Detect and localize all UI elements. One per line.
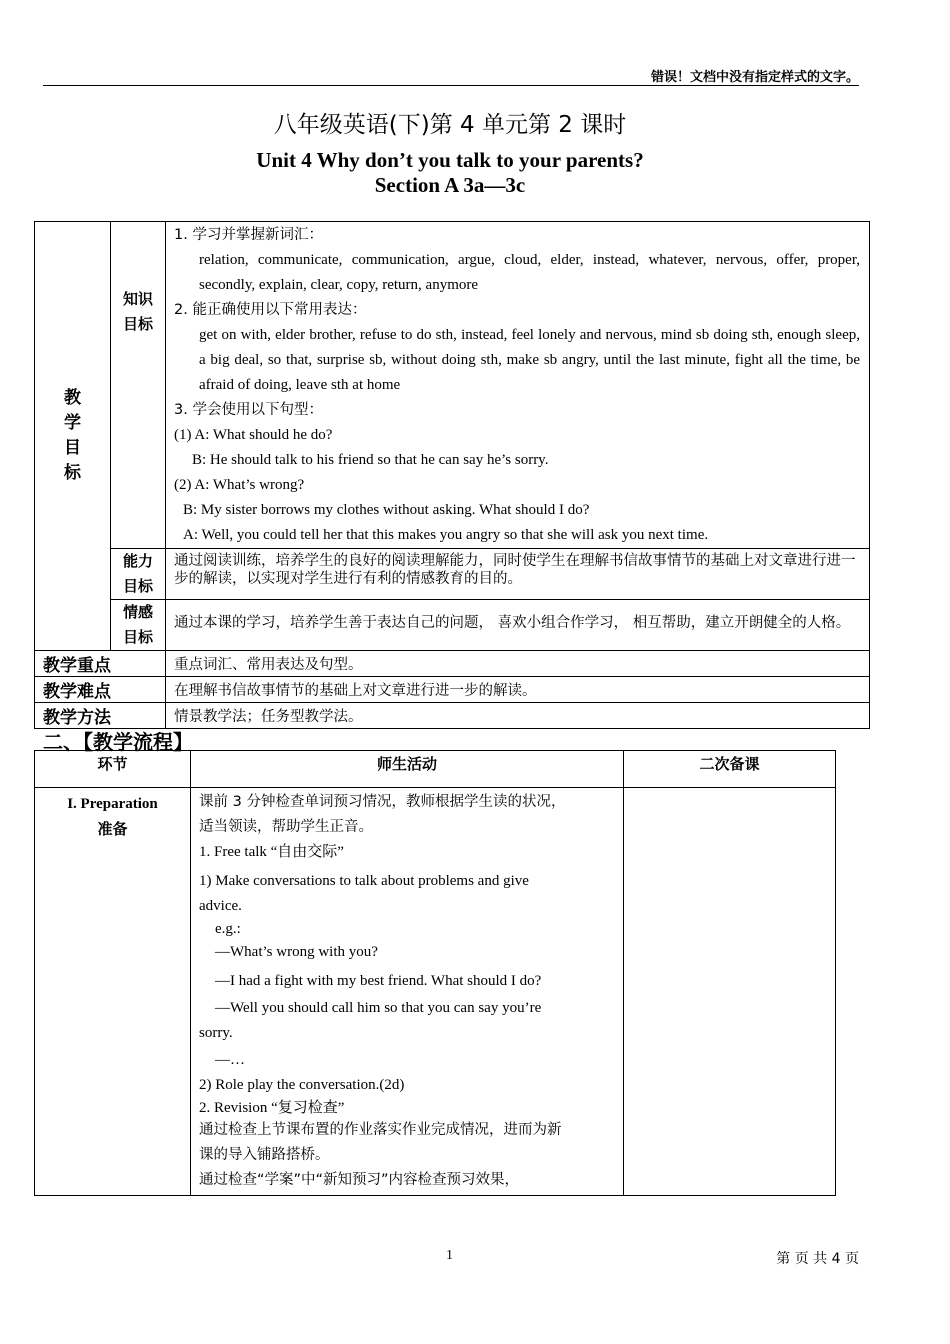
- sentence-2c: A: Well, you could tell her that this makes you angry so that she will ask you next time.: [183, 527, 709, 543]
- activity-line: 适当领读，帮助学生正音。: [199, 819, 373, 835]
- knowledge-content: [166, 222, 870, 549]
- flow-header-stage: 环节: [35, 751, 191, 788]
- flow-header-notes: 二次备课: [624, 751, 836, 788]
- activity-line: 2) Role play the conversation.(2d): [199, 1077, 405, 1093]
- activity-line: —…: [215, 1052, 245, 1068]
- title-english-line1: Unit 4 Why don’t you talk to your parents?: [256, 148, 644, 172]
- section-heading-flow: 二、【教学流程】: [43, 730, 193, 754]
- knowledge-label-line1: 知识: [122, 290, 153, 308]
- flow-stage: [35, 788, 191, 1196]
- knowledge-label: [111, 222, 166, 549]
- activity-line: 课前 3 分钟检查单词预习情况，教师根据学生读的状况，: [199, 794, 566, 810]
- vocab-title: 1. 学习并掌握新词汇：: [174, 227, 323, 243]
- ability-label-line1: 能力: [122, 552, 153, 570]
- header-rule: [43, 85, 859, 86]
- teaching-flow-table: [34, 750, 836, 1196]
- header-note: 错误！文档中没有指定样式的文字。: [650, 70, 859, 85]
- title-chinese: 八年级英语(下)第 4 单元第 2 课时: [273, 112, 627, 138]
- phrases-title: 2. 能正确使用以下常用表达：: [174, 302, 367, 318]
- activity-line: 课的导入铺路搭桥。: [199, 1147, 330, 1163]
- category-char: 学: [64, 413, 81, 433]
- objectives-table: [34, 221, 870, 729]
- ability-label-line2: 目标: [122, 577, 153, 595]
- methods-text: 情景教学法；任务型教学法。: [166, 703, 870, 729]
- sentence-1a: (1) A: What should he do?: [174, 427, 333, 443]
- category-char: 标: [64, 463, 81, 483]
- activity-line: 通过检查“学案”中“新知预习”内容检查预习效果，: [199, 1172, 520, 1188]
- sentence-2a: (2) A: What’s wrong?: [174, 477, 305, 493]
- stage-chinese: 准备: [97, 820, 128, 838]
- stage-english: I. Preparation: [67, 796, 158, 812]
- ability-label: [111, 549, 166, 600]
- activity-line: —Well you should call him so that you can say you’re: [215, 1000, 542, 1016]
- difficulties-text: 在理解书信故事情节的基础上对文章进行进一步的解读。: [166, 677, 870, 703]
- title-english-line2: Section A 3a—3c: [374, 173, 526, 197]
- activity-line: 1. Free talk “自由交际”: [199, 844, 344, 860]
- flow-header-activity: 师生活动: [191, 751, 624, 788]
- difficulties-label: 教学难点: [35, 677, 166, 703]
- activity-line: sorry.: [199, 1025, 233, 1041]
- methods-label: 教学方法: [35, 703, 166, 729]
- flow-notes: [624, 788, 836, 1196]
- objectives-category: [35, 222, 111, 651]
- sentence-1b: B: He should talk to his friend so that he can say he’s sorry.: [192, 452, 549, 468]
- vocab-list: relation, communicate, communication, argue, cloud, elder, instead, whatever, nervous, offer, proper, secondly, explain, clear, copy, return, anymore: [199, 252, 860, 293]
- flow-activities: [191, 788, 624, 1196]
- footer-page-number: 1: [446, 1248, 453, 1263]
- category-char: 教: [64, 388, 81, 408]
- category-char: 目: [64, 438, 81, 458]
- emotion-label-line2: 目标: [122, 628, 153, 646]
- sentence-2b: B: My sister borrows my clothes without asking. What should I do?: [183, 502, 590, 518]
- key-points-text: 重点词汇、常用表达及句型。: [166, 651, 870, 677]
- emotion-text: 通过本课的学习，培养学生善于表达自己的问题， 喜欢小组合作学习， 相互帮助，建立开朗健全的人格。: [166, 600, 870, 651]
- ability-text: 通过阅读训练，培养学生的良好的阅读理解能力，同时使学生在理解书信故事情节的基础上对文章进行进一步的解读，以实现对学生进行有利的情感教育的目的。: [166, 549, 870, 600]
- footer-page-count: 第 页 共 4 页: [776, 1251, 859, 1267]
- activity-line: e.g.:: [215, 921, 241, 937]
- activity-line: —What’s wrong with you?: [215, 944, 378, 960]
- phrases-list: get on with, elder brother, refuse to do sth, instead, feel lonely and nervous, mind sb doing sth, enough sleep, a big deal, so that, surprise sb, without doing sth, make sb angry, until the last minute, fight all the time, be afraid of doing, leave sth at home: [199, 327, 860, 393]
- emotion-label: [111, 600, 166, 651]
- activity-line: advice.: [199, 898, 242, 914]
- sentences-title: 3. 学会使用以下句型：: [174, 402, 323, 418]
- activity-line: 2. Revision “复习检查”: [199, 1100, 345, 1116]
- knowledge-label-line2: 目标: [122, 315, 153, 333]
- activity-line: —I had a fight with my best friend. What should I do?: [215, 973, 542, 989]
- emotion-label-line1: 情感: [122, 603, 153, 621]
- key-points-label: 教学重点: [35, 651, 166, 677]
- activity-line: 通过检查上节课布置的作业落实作业完成情况，进而为新: [199, 1122, 562, 1138]
- activity-line: 1) Make conversations to talk about problems and give: [199, 873, 529, 889]
